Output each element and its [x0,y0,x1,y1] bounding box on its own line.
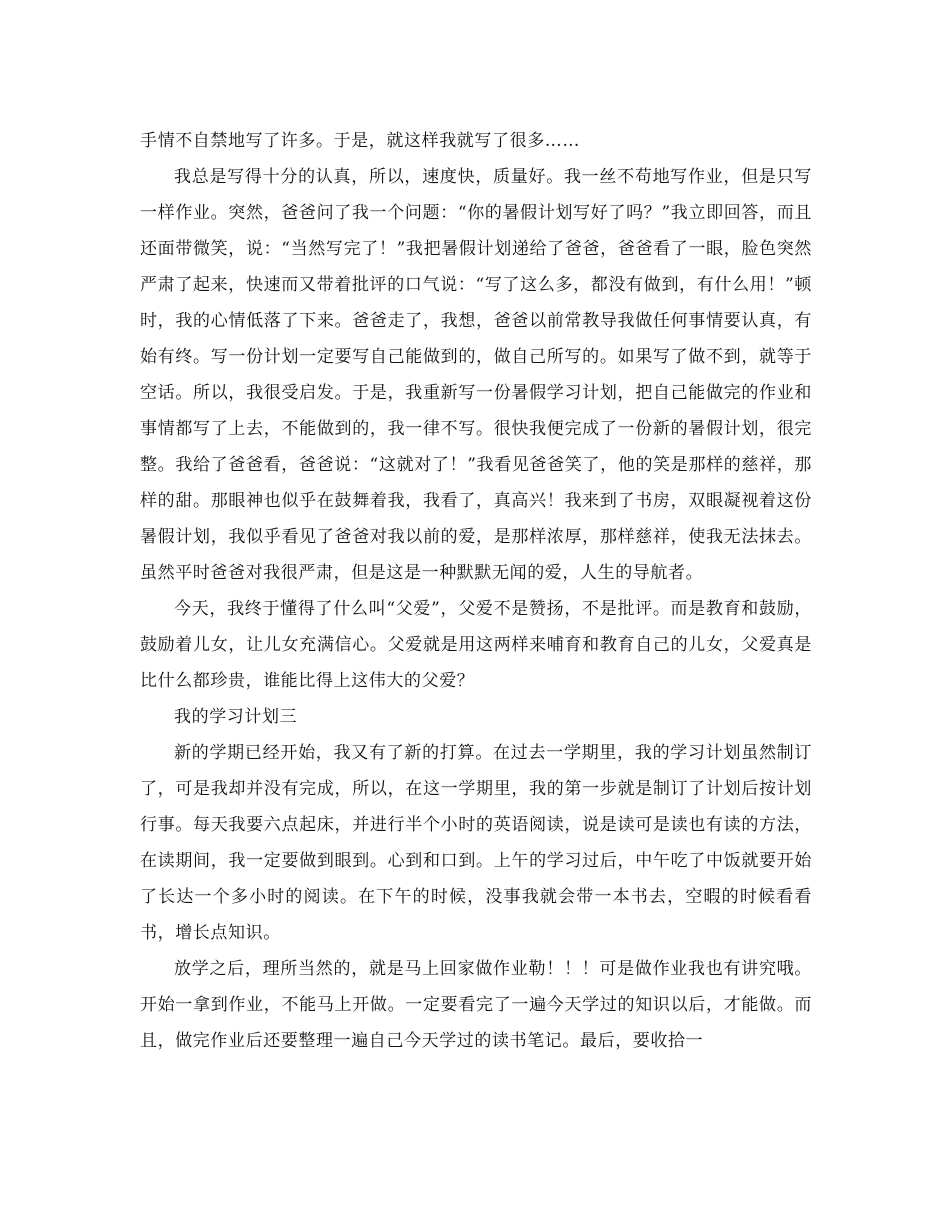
paragraph-father-review: 我总是写得十分的认真，所以，速度快，质量好。我一丝不苟地写作业，但是只写一样作业。突然，爸爸问了我一个问题：“你的暑假计划写好了吗？”我立即回答，而且还面带微笑，说：“当然写完了！”我把暑假计划递给了爸爸，爸爸看了一眼，脸色突然严肃了起来，快速而又带着批评的口气说：“写了这么多，都没有做到，有什么用！”顿时，我的心情低落了下来。爸爸走了，我想，爸爸以前常教导我做任何事情要认真，有始有终。写一份计划一定要写自己能做到的，做自己所写的。如果写了做不到，就等于空话。所以，我很受启发。于是，我重新写一份暑假学习计划，把自己能做完的作业和事情都写了上去，不能做到的，我一律不写。很快我便完成了一份新的暑假计划，很完整。我给了爸爸看，爸爸说：“这就对了！”我看见爸爸笑了，他的笑是那样的慈祥，那样的甜。那眼神也似乎在鼓舞着我，我看了，真高兴！我来到了书房，双眼凝视着这份暑假计划，我似乎看见了爸爸对我以前的爱，是那样浓厚，那样慈祥，使我无法抹去。虽然平时爸爸对我很严肃，但是这是一种默默无闻的爱，人生的导航者。 [140,167,812,583]
paragraph-continuation: 手情不自禁地写了许多。于是，就这样我就写了很多…… [140,131,580,151]
paragraph-new-semester: 新的学期已经开始，我又有了新的打算。在过去一学期里，我的学习计划虽然制订了，可是我却并没有完成，所以，在这一学期里，我的第一步就是制订了计划后按计划行事。每天我要六点起床，并进行半个小时的英语阅读，说是读可是读也有读的方法，在读期间，我一定要做到眼到。心到和口到。上午的学习过后，中午吃了中饭就要开始了长达一个多小时的阅读。在下午的时候，没事我就会带一本书去，空暇的时候看看书，增长点知识。 [140,743,812,943]
paragraph-father-love: 今天，我终于懂得了什么叫“父爱”，父爱不是赞扬，不是批评。而是教育和鼓励，鼓励着儿女，让儿女充满信心。父爱就是用这两样来哺育和教育自己的儿女，父爱真是比什么都珍贵，谁能比得上这伟大的父爱？ [140,599,812,691]
section-heading: 我的学习计划三 [174,707,298,727]
paragraph-after-school: 放学之后，理所当然的，就是马上回家做作业勒！！！可是做作业我也有讲究哦。开始一拿到作业，不能马上开做。一定要看完了一遍今天学过的知识以后，才能做。而且，做完作业后还要整理一遍自己今天学过的读书笔记。最后，要收拾一 [140,959,812,1051]
document-body [140,123,812,1059]
